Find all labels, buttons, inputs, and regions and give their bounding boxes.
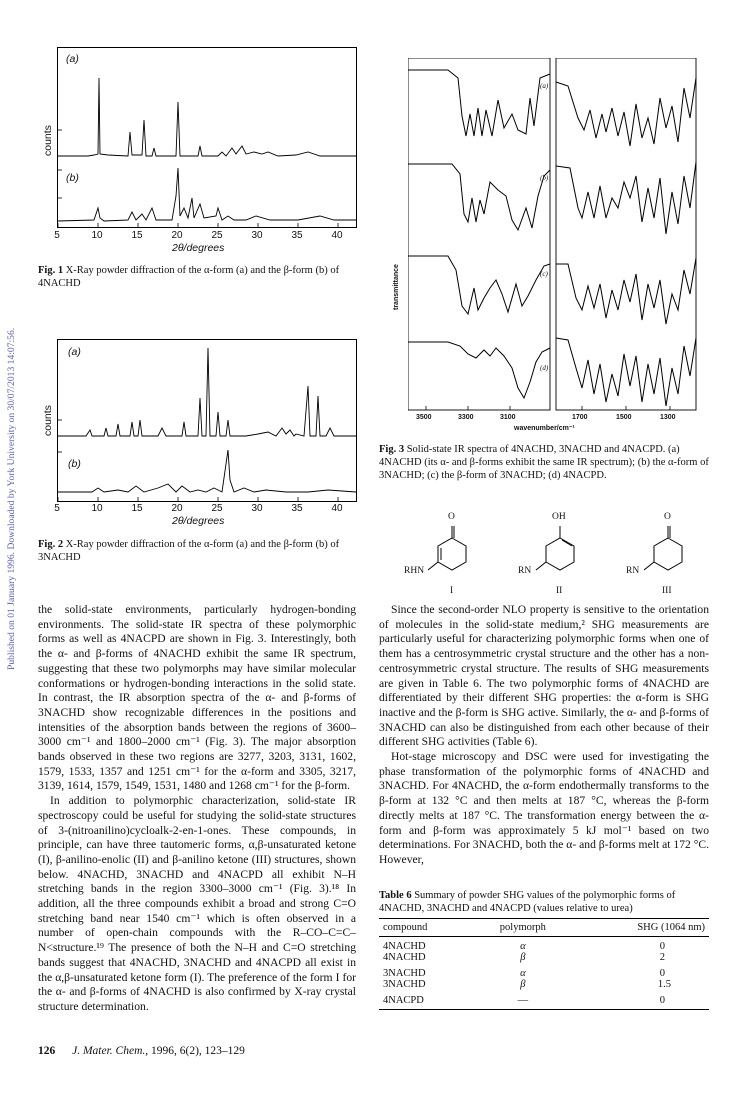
fig1-ylabel: counts: [42, 125, 54, 156]
page-number: 126: [38, 1045, 56, 1057]
right-column: [379, 603, 709, 868]
fig2-caption: [38, 538, 358, 564]
table6-caption-text: Summary of powder SHG values of the polymorphic forms of 4NACHD, 3NACHD and 4NACPD (values relative to urea): [379, 890, 676, 914]
fig3-tag-d: (d): [540, 364, 549, 372]
fig1-xtick: 15: [131, 230, 143, 241]
table-row: [379, 937, 709, 953]
fig2-xtick: 35: [291, 503, 303, 514]
table6-cell: β: [520, 952, 526, 963]
fig3-trace-c-right: [556, 258, 696, 324]
fig2-xtick: 20: [171, 503, 183, 514]
fig3-trace-a-left: [408, 70, 550, 136]
fig1-xtick: 10: [91, 230, 103, 241]
table-row: [379, 990, 709, 1010]
fig2-plot: [58, 340, 356, 501]
table6-cell: α: [520, 968, 526, 979]
table6-cell: 3NACHD: [383, 968, 426, 979]
fig3-trace-c-left: [408, 256, 550, 314]
table6-cell: α: [520, 941, 526, 952]
table6-cell: 4NACHD: [383, 941, 426, 952]
right-paragraph-1: Since the second-order NLO property is sensitive to the orientation of molecules in the solid-state medium,² SHG measurements are particularly useful for characterizing polymorphic forms when one of them has a centrosymmetric crystal structure and the other has a non-centrosymmetric crystal structure. The results of SHG measurements are given in Table 6. The two polymorphic forms of 4NACHD are differentiated by their different SHG properties: the α-form is SHG inactive and the β-form is SHG active. Similarly, the α- and β-forms of 3NACHD can also be distinguished from each other because of their different SHG activities (Table 6).: [379, 603, 709, 749]
fig1-trace-a: [58, 78, 356, 156]
table6-caption: [379, 889, 709, 915]
table6-grid: [379, 918, 709, 1010]
fig1-xtick: 30: [251, 230, 263, 241]
table6-cell: 3NACHD: [383, 979, 426, 990]
fig2-xtick: 30: [251, 503, 263, 514]
page-footer: [38, 1045, 358, 1057]
fig3-caption-label: Fig. 3: [379, 444, 405, 455]
struct-II-substituent: RN: [518, 566, 532, 576]
fig2-xtick: 10: [91, 503, 103, 514]
table6-caption-label: Table 6: [379, 890, 412, 901]
journal-citation: 1996, 6(2), 123–129: [151, 1045, 245, 1057]
fig2-frame: [42, 339, 357, 502]
fig3-xtick: 3300: [458, 414, 474, 421]
fig3-trace-b-left: [408, 164, 550, 230]
struct-II-hydroxyl: OH: [552, 512, 566, 522]
struct-III-substituent: RN: [626, 566, 640, 576]
fig3-trace-b-right: [556, 162, 696, 234]
fig2-xtick: 40: [331, 503, 343, 514]
fig3-tag-a: (a): [540, 82, 549, 90]
fig3-xtick: 3100: [500, 414, 516, 421]
fig3-ylabel: transmittance: [393, 264, 400, 310]
fig3-trace-d-left: [408, 342, 550, 398]
table-row: [379, 963, 709, 979]
fig2-trace-a: [58, 348, 356, 436]
table6-cell: 0: [659, 968, 665, 979]
fig2-xtick: 15: [131, 503, 143, 514]
fig2-panel-a-label: (a): [68, 346, 81, 358]
fig1-xtick: 35: [291, 230, 303, 241]
table6-header: SHG (1064 nm): [637, 922, 705, 933]
struct-III-label: III: [662, 586, 672, 596]
fig1-caption-text: X-Ray powder diffraction of the α-form (a) and the β-form (b) of 4NACHD: [38, 265, 340, 289]
fig1-plot: [58, 48, 356, 227]
fig3-xtick: 3500: [416, 414, 432, 421]
fig3-xtick: 1700: [572, 414, 588, 421]
fig1-panel-a-label: (a): [66, 53, 79, 65]
fig1-caption-label: Fig. 1: [38, 265, 64, 276]
fig1-xlabel: 2θ/degrees: [172, 242, 225, 254]
fig2-trace-b: [58, 450, 356, 492]
struct-I-label: I: [450, 586, 454, 596]
table-row: [379, 952, 709, 963]
fig2-xtick: 5: [54, 503, 60, 514]
left-paragraph-2: In addition to polymorphic characterization, solid-state IR spectroscopy could be useful for studying the solid-state structures of 3-(nitroanilino)cycloalk-2-en-1-ones. These compounds, in principle, can have three tautomeric forms, α,β-unsaturated ketone (I), β-anilino-enolic (II) and β-anilino ketone (III) structures, shown below. 4NACHD, 3NACHD and 4NACPD all exhibit N–H stretching bands in the region 3300–3000 cm⁻¹ (Fig. 3).¹⁸ In addition, all the three compounds exhibit a broad and strong C=O stretching band near 1540 cm⁻¹ which is often observed in a number of open-chain compounds with the R–CO–C=C–N<structure.¹⁹ The presence of both the N–H and C=O stretching bands suggest that 4NACHD, 3NACHD and 4NACPD all exist in the α,β-unsaturated ketone form (I). The preference of the form I for the α- and β-forms of 4NACHD is also confirmed by X-ray crystal structure determination.: [38, 794, 356, 1013]
table6-cell: 0: [659, 995, 665, 1006]
fig2-xtick: 25: [211, 503, 223, 514]
fig1-panel-b-label: (b): [66, 172, 79, 184]
fig1-xtick: 40: [331, 230, 343, 241]
fig1-trace-b: [58, 168, 356, 221]
fig3-spectra: [408, 58, 708, 438]
fig2-xlabel: 2θ/degrees: [172, 515, 225, 527]
table6: [379, 918, 709, 1010]
table6-cell: —: [517, 995, 529, 1006]
fig3-tag-b: (b): [540, 174, 549, 182]
fig2-caption-label: Fig. 2: [38, 539, 64, 550]
fig3-xtick: 1500: [616, 414, 632, 421]
table6-cell: 4NACPD: [383, 995, 424, 1006]
fig3-caption-text: Solid-state IR spectra of 4NACHD, 3NACHD and 4NACPD. (a) 4NACHD (its α- and β-forms exhibit the same IR spectrum); (b) the α-form of 3NACHD; (c) the β-form of 3NACHD; (d) 4NACPD.: [379, 444, 709, 481]
fig1-frame: [42, 47, 357, 228]
fig1-xtick: 25: [211, 230, 223, 241]
download-watermark: [6, 250, 20, 670]
table6-cell: β: [520, 979, 526, 990]
table6-cell: 0: [659, 941, 665, 952]
table6-cell: 2: [659, 952, 665, 963]
fig3-xlabel: wavenumber/cm⁻¹: [514, 425, 575, 432]
download-watermark-text: Published on 01 January 1996. Downloaded by York University on 30/07/2013 14:07:56.: [6, 327, 17, 670]
right-paragraph-2: Hot-stage microscopy and DSC were used for investigating the phase transformation of the polymorphic forms of 4NACHD and 3NACHD. For 4NACHD, the α-form endothermally transforms to the β-form at 132 °C and then melts at 187 °C, whereas the β-form directly melts at 187 °C. The transformation energy between the α-form and β-form was approximately 5 kJ mol⁻¹ based on two determinations. For 3NACHD, both the α- and β-forms melt at 172 °C. However,: [379, 750, 709, 866]
journal-name: J. Mater. Chem.,: [72, 1045, 149, 1057]
fig2-panel-b-label: (b): [68, 458, 81, 470]
table6-header: compound: [383, 922, 428, 933]
fig3-trace-a-right: [556, 78, 696, 146]
fig1-xtick: 20: [171, 230, 183, 241]
table6-cell: 1.5: [657, 979, 671, 990]
table-row: [379, 979, 709, 990]
fig1-xtick: 5: [54, 230, 60, 241]
struct-II-label: II: [556, 586, 563, 596]
table6-header: polymorph: [499, 922, 546, 933]
left-paragraph-1: the solid-state environments, particularly hydrogen-bonding environments. The solid-state IR spectra of these polymorphic forms as well as 4NACPD are shown in Fig. 3. Interestingly, both the α- and β-forms of 4NACHD exhibit the same IR spectrum, suggesting that these two polymorphs may have similar molecular conformations or hydrogen-bonding interactions in the solid state. In contrast, the IR absorption spectra of the α- and β-forms of 3NACHD show recognizable differences in the positions and intensities of the absorption bands between the regions of 3600–3000 cm⁻¹ and 1800–2000 cm⁻¹ (Fig. 3). The major absorption bands observed in these two regions are 3277, 3203, 3131, 1602, 1579, 1533, 1357 and 1251 cm⁻¹ for the α-form and 3305, 3217, 3139, 1614, 1579, 1549, 1531, 1480 and 1268 cm⁻¹ for the β-form.: [38, 603, 356, 793]
struct-I-oxygen: O: [448, 512, 455, 522]
fig3-xtick: 1300: [660, 414, 676, 421]
struct-III-oxygen: O: [664, 512, 671, 522]
fig3-ylabel-box: [393, 264, 403, 350]
fig3-ticks: [426, 406, 670, 410]
fig3-caption: [379, 443, 709, 482]
fig1-caption: [38, 264, 358, 290]
fig2-ylabel: counts: [42, 405, 54, 436]
chem-structures: [390, 512, 710, 598]
table6-cell: 4NACHD: [383, 952, 426, 963]
fig3-plot: [408, 58, 708, 438]
fig3-trace-d-right: [556, 338, 696, 406]
fig3-tag-c: (c): [540, 270, 548, 278]
struct-I-substituent: RHN: [404, 566, 425, 576]
fig2-caption-text: X-Ray powder diffraction of the α-form (a) and the β-form (b) of 3NACHD: [38, 539, 340, 563]
left-column: [38, 603, 356, 1015]
